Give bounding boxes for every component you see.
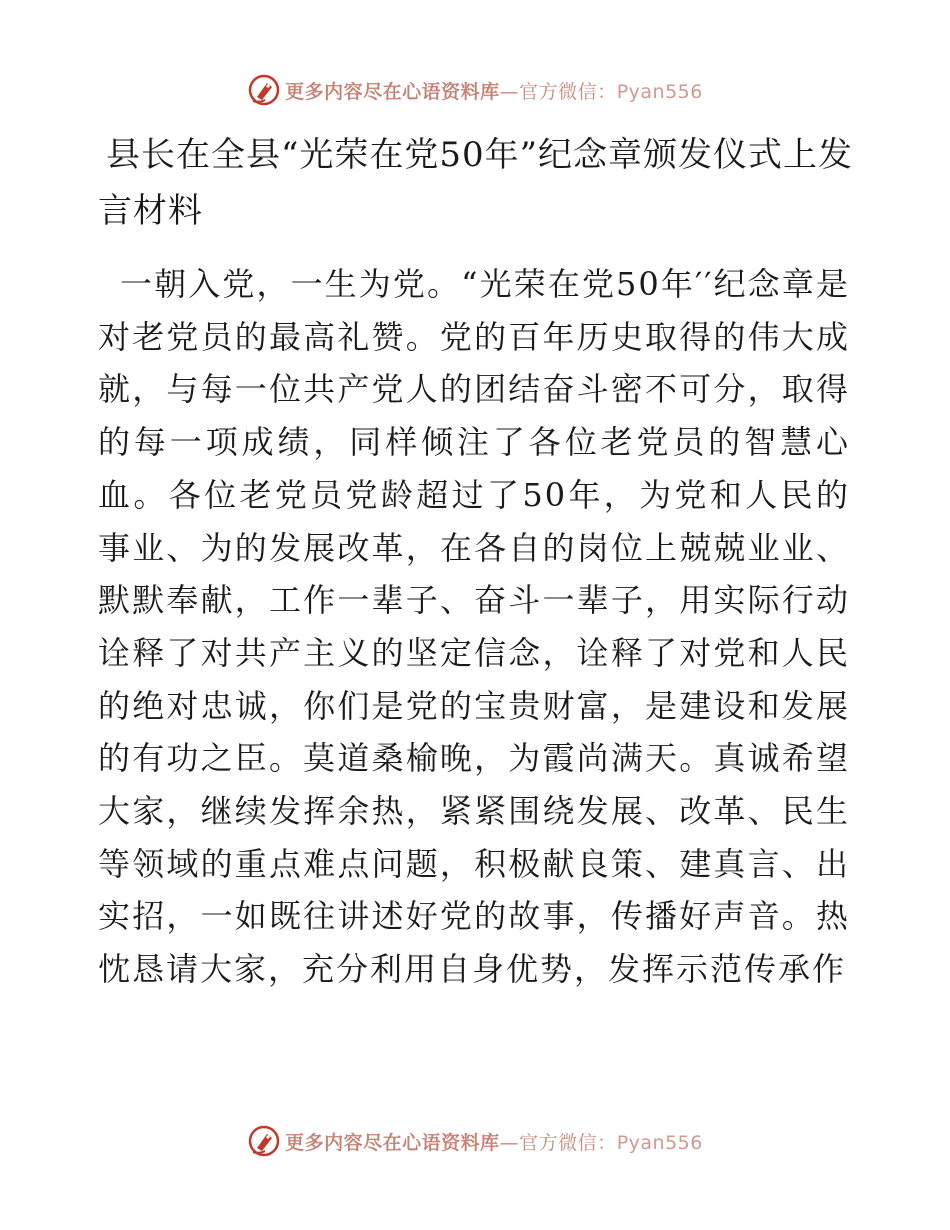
watermark-text (285, 1128, 703, 1155)
document-title: 县长在全县“光荣在党50年”纪念章颁发仪式上发言材料 (98, 135, 854, 231)
pen-nib-logo-icon (247, 73, 281, 107)
watermark-site-name: 更多内容尽在心语资料库 (285, 1131, 500, 1154)
watermark-wechat-label: —官方微信： (499, 80, 617, 103)
watermark-wechat-id: Pyan556 (616, 80, 703, 103)
pen-nib-logo-icon (247, 1124, 281, 1158)
watermark-wechat-label: —官方微信： (499, 1131, 617, 1154)
watermark-site-name: 更多内容尽在心语资料库 (285, 80, 500, 103)
footer-watermark (0, 1121, 950, 1161)
document-paragraph: 一朝入党，一生为党。“光荣在党50年′′纪念章是对老党员的最高礼赞。党的百年历史取得的伟大成就，与每一位共产党人的团结奋斗密不可分，取得的每一项成绩，同样倾注了各位老党员的智慧心血。各位老党员党龄超过了50年，为党和人民的事业、为的发展改革，在各自的岗位上兢兢业业、默默奉献，工作一辈子、奋斗一辈子，用实际行动诠释了对共产主义的坚定信念，诠释了对党和人民的绝对忠诚，你们是党的宝贵财富，是建设和发展的有功之臣。莫道桑榆晚，为霞尚满天。真诚希望大家，继续发挥余热，紧紧围绕发展、改革、民生等领域的重点难点问题，积极献良策、建真言、出实招，一如既往讲述好党的故事，传播好声音。热忱恳请大家，充分利用自身优势，发挥示范传承作 (98, 265, 850, 989)
header-watermark (0, 70, 950, 110)
watermark-wechat-id: Pyan556 (616, 1131, 703, 1154)
watermark-text (285, 77, 703, 104)
